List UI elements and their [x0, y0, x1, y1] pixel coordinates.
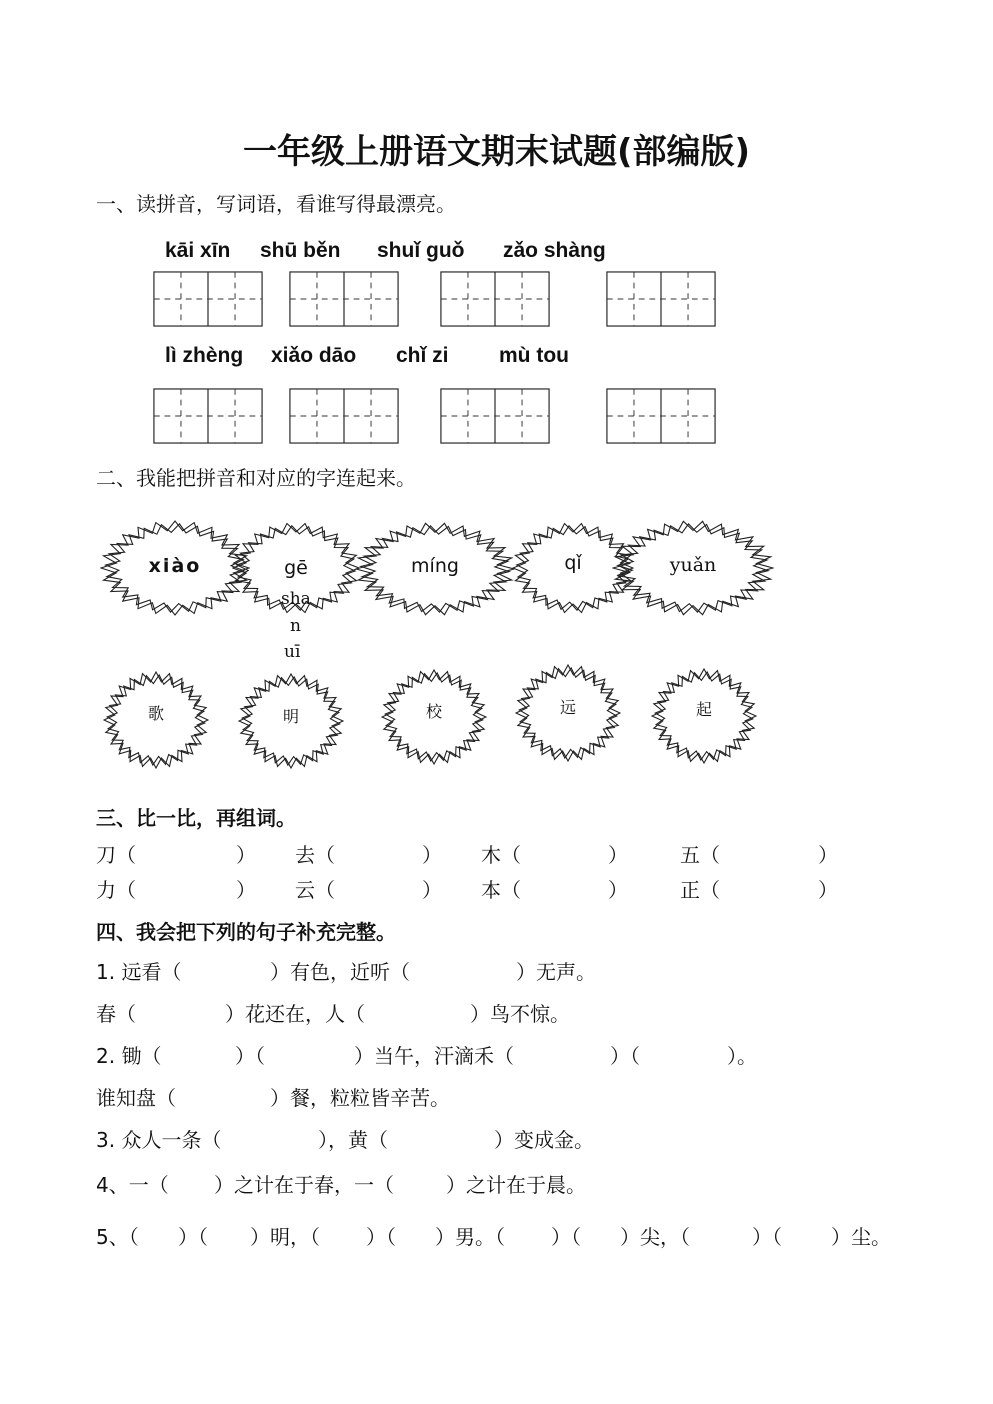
pinyin-fragment: sha: [281, 589, 311, 609]
word-item: 五（: [680, 843, 720, 867]
pinyin-option: xiào: [148, 555, 202, 577]
word-item: ）: [236, 843, 256, 867]
pinyin-option: yuǎn: [669, 554, 717, 576]
sentence-part: 谁知盘（: [96, 1086, 176, 1110]
word-item: ）: [422, 878, 442, 902]
word-item: ）: [608, 843, 628, 867]
sentence-part: ）（: [551, 1225, 581, 1249]
pinyin-label: xiǎo dāo: [271, 344, 357, 367]
character-option: 歌: [147, 704, 164, 723]
sentence-part: 2. 锄（: [96, 1044, 162, 1068]
pinyin-label: shū běn: [260, 239, 341, 262]
word-item: ）: [236, 878, 256, 902]
sentence-part: 5、（: [96, 1225, 139, 1249]
sentence-part: ）当午，汗滴禾（: [354, 1044, 514, 1068]
word-item: ）: [818, 843, 838, 867]
sentence-part: ）变成金。: [494, 1128, 594, 1152]
pinyin-fragment: uī: [284, 642, 301, 662]
pinyin-label: lì zhèng: [165, 344, 244, 367]
sentence-part: ）（: [610, 1044, 640, 1068]
word-item: ）: [818, 878, 838, 902]
writing-grid[interactable]: [439, 388, 551, 444]
pinyin-fragment: n: [290, 616, 301, 636]
sentence-part: ）无声。: [516, 960, 596, 984]
character-option: 明: [282, 707, 299, 726]
sentence-part: 1. 远看（: [96, 960, 182, 984]
page-title: 一年级上册语文期末试题(部编版): [242, 132, 751, 172]
word-item: 力（: [96, 878, 136, 902]
sentence-part: ）明，（: [250, 1225, 320, 1249]
word-item: 正（: [680, 878, 720, 902]
writing-grid[interactable]: [288, 388, 400, 444]
sentence-part: 春（: [96, 1002, 136, 1026]
section-4-heading: 四、我会把下列的句子补充完整。: [96, 920, 396, 944]
section-2-heading: 二、我能把拼音和对应的字连起来。: [96, 466, 416, 490]
character-option: 起: [695, 700, 712, 719]
section-1-heading: 一、读拼音，写词语，看谁写得最漂亮。: [96, 192, 456, 216]
sentence-part: ）有色，近听（: [270, 960, 410, 984]
writing-grid[interactable]: [605, 271, 717, 327]
word-item: 木（: [481, 843, 521, 867]
word-item: ）: [608, 878, 628, 902]
pinyin-label: shuǐ guǒ: [377, 239, 465, 262]
word-item: 刀（: [96, 843, 136, 867]
pinyin-option: míng: [411, 555, 459, 577]
sentence-part: 4、一（: [96, 1173, 169, 1197]
sentence-part: ）（: [366, 1225, 396, 1249]
word-item: ）: [422, 843, 442, 867]
word-item: 云（: [295, 878, 335, 902]
sentence-part: ），黄（: [318, 1128, 388, 1152]
sentence-part: ）之计在于春，一（: [214, 1173, 394, 1197]
pinyin-label: chǐ zi: [396, 344, 449, 367]
word-item: 去（: [295, 843, 335, 867]
writing-grid[interactable]: [152, 388, 264, 444]
sentence-part: ）（: [235, 1044, 265, 1068]
sentence-part: ）花还在，人（: [225, 1002, 365, 1026]
sentence-part: ）尖，（: [620, 1225, 690, 1249]
sentence-part: ）（: [178, 1225, 208, 1249]
sentence-part: ）尘。: [831, 1225, 891, 1249]
section-3-heading: 三、比一比，再组词。: [96, 806, 296, 830]
pinyin-label: zǎo shàng: [503, 239, 606, 262]
sentence-part: ）鸟不惊。: [470, 1002, 570, 1026]
sentence-part: ）。: [727, 1044, 757, 1068]
pinyin-label: kāi xīn: [165, 239, 231, 262]
pinyin-label: mù tou: [499, 344, 569, 367]
character-option: 远: [559, 698, 576, 717]
word-item: 本（: [481, 878, 521, 902]
sentence-part: ）餐，粒粒皆辛苦。: [270, 1086, 450, 1110]
writing-grid[interactable]: [605, 388, 717, 444]
writing-grid[interactable]: [439, 271, 551, 327]
pinyin-option: qǐ: [564, 552, 582, 574]
sentence-part: 3. 众人一条（: [96, 1128, 222, 1152]
sentence-part: ）之计在于晨。: [446, 1173, 586, 1197]
pinyin-option: gē: [284, 557, 308, 579]
writing-grid[interactable]: [152, 271, 264, 327]
sentence-part: ）（: [752, 1225, 782, 1249]
character-option: 校: [425, 702, 442, 721]
writing-grid[interactable]: [288, 271, 400, 327]
sentence-part: ）男。（: [435, 1225, 505, 1249]
